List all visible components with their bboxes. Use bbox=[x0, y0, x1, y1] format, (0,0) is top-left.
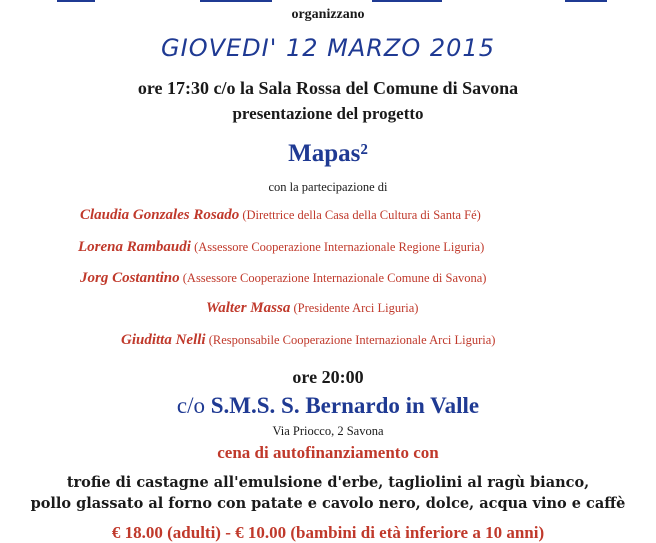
menu-line: pollo glassato al forno con patate e cavolo nero, dolce, acqua vino e caffè bbox=[30, 495, 626, 512]
dinner-title: cena di autofinanziamento con bbox=[217, 443, 439, 462]
guest-name: Lorena Rambaudi bbox=[78, 239, 191, 255]
venue-line: ore 17:30 c/o la Sala Rossa del Comune di Savona bbox=[137, 78, 519, 98]
organizers-verb: organizzano bbox=[291, 7, 365, 22]
guest-name: Jorg Costantino bbox=[80, 270, 180, 286]
guest-name: Walter Massa bbox=[206, 300, 291, 316]
participation-intro: con la partecipazione di bbox=[268, 180, 388, 194]
guest-item bbox=[206, 300, 418, 317]
guest-item bbox=[80, 207, 481, 224]
dinner-place bbox=[0, 393, 656, 419]
header-rule bbox=[0, 0, 656, 2]
guest-name: Giuditta Nelli bbox=[121, 332, 206, 348]
guest-role: (Responsabile Cooperazione Internazionale Arci Liguria) bbox=[208, 333, 496, 347]
guest-role: (Assessore Cooperazione Internazionale Comune di Savona) bbox=[182, 271, 487, 285]
guest-role: (Direttrice della Casa della Cultura di Santa Fé) bbox=[242, 208, 481, 222]
guest-item bbox=[78, 239, 484, 256]
guest-name: Claudia Gonzales Rosado bbox=[80, 207, 240, 223]
project-title: Mapas² bbox=[288, 140, 368, 167]
event-date: GIOVEDI' 12 MARZO 2015 bbox=[161, 34, 495, 62]
price-line: € 18.00 (adulti) - € 10.00 (bambini di età inferiore a 10 anni) bbox=[111, 523, 545, 542]
dinner-place-name: S.M.S. S. Bernardo in Valle bbox=[210, 393, 480, 418]
menu-line: trofie di castagne all'emulsione d'erbe, tagliolini al ragù bianco, bbox=[66, 474, 590, 491]
guest-role: (Assessore Cooperazione Internazionale Regione Liguria) bbox=[194, 240, 485, 254]
guest-item bbox=[121, 332, 495, 349]
presentation-line: presentazione del progetto bbox=[232, 104, 424, 123]
dinner-place-prefix: c/o bbox=[176, 393, 205, 418]
guest-role: (Presidente Arci Liguria) bbox=[293, 301, 419, 315]
dinner-address: Via Priocco, 2 Savona bbox=[272, 424, 384, 438]
dinner-time: ore 20:00 bbox=[292, 367, 364, 387]
guest-item bbox=[80, 270, 486, 287]
